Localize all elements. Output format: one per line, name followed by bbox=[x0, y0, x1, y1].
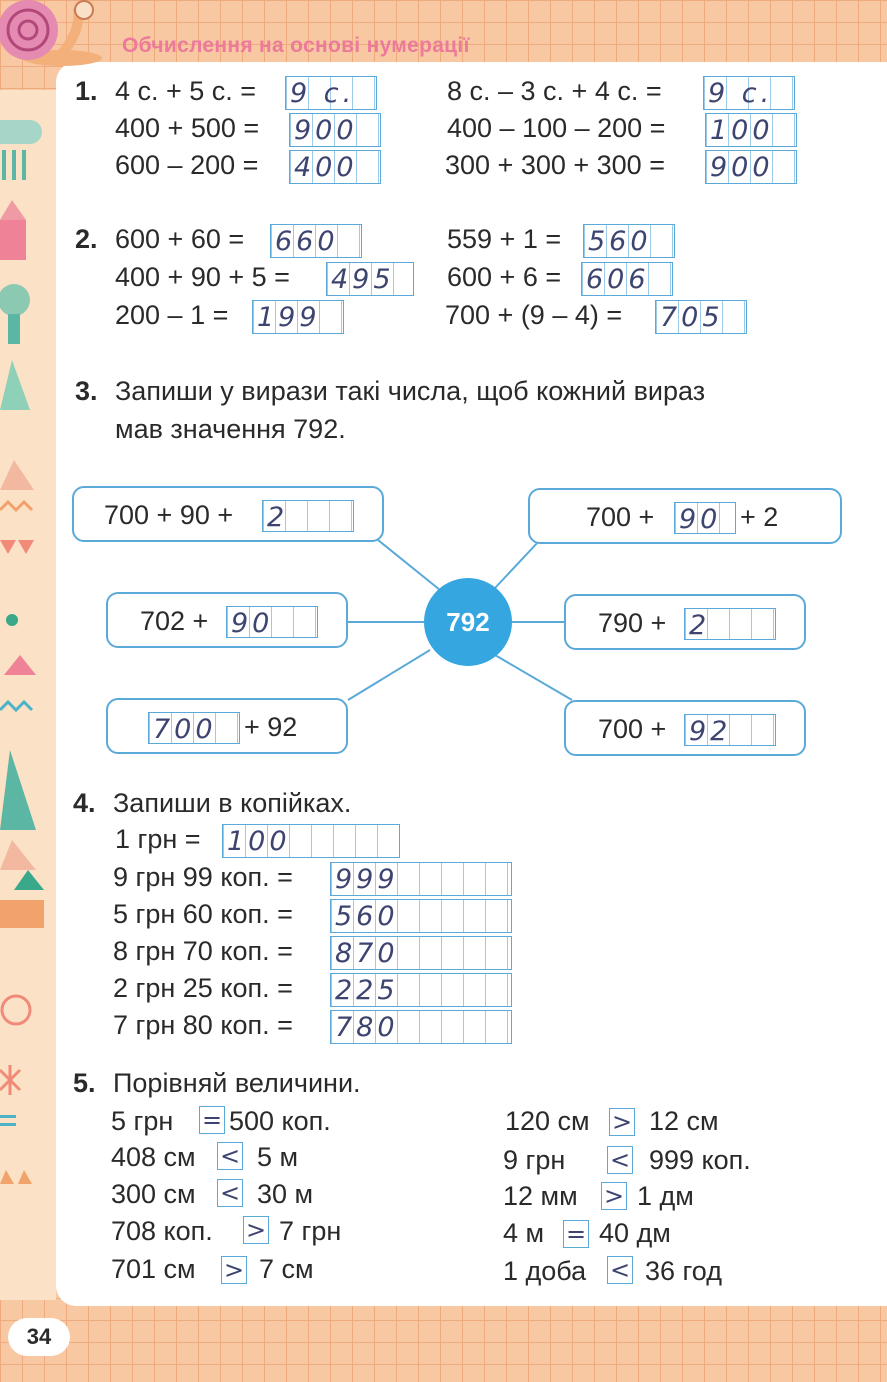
expression-answer-box[interactable]: 90 bbox=[674, 502, 736, 534]
ex4-answer-box[interactable]: 780 bbox=[330, 1010, 512, 1044]
expression-card bbox=[106, 592, 348, 648]
ex4-expr: 9 грн 99 коп. = bbox=[113, 862, 293, 892]
compare-right-value: 500 коп. bbox=[229, 1106, 331, 1136]
ex5-instruction: Порівняй величини. bbox=[113, 1068, 361, 1098]
ex3-instruction-line1: Запиши у вирази такі числа, щоб кожний вираз bbox=[115, 376, 706, 406]
compare-sign-box[interactable]: > bbox=[243, 1216, 269, 1244]
expression-card bbox=[72, 486, 384, 542]
exercise-3-number: 3. bbox=[75, 376, 98, 406]
ex1-answer-box[interactable]: 9 с. bbox=[285, 76, 377, 110]
ex4-answer-box[interactable]: 999 bbox=[330, 862, 512, 896]
ex4-expr: 1 грн = bbox=[115, 824, 201, 854]
compare-sign-box[interactable]: < bbox=[217, 1179, 243, 1207]
ex2-answer-box[interactable]: 705 bbox=[655, 300, 747, 334]
compare-left-value: 300 см bbox=[111, 1179, 196, 1209]
expression-answer-box[interactable]: 2 bbox=[262, 500, 354, 532]
expression-card bbox=[106, 698, 348, 754]
expression-suffix: + 92 bbox=[244, 712, 298, 742]
ex2-answer-box[interactable]: 560 bbox=[583, 224, 675, 258]
ex1-answer-box[interactable]: 900 bbox=[289, 113, 381, 147]
ex2-expr: 559 + 1 = bbox=[447, 224, 562, 254]
compare-left-value: 701 см bbox=[111, 1254, 196, 1284]
expression-answer-box[interactable]: 2 bbox=[684, 608, 776, 640]
expression-prefix: 702 + bbox=[140, 606, 209, 636]
exercise-4-number: 4. bbox=[73, 788, 96, 818]
ex2-expr: 600 + 6 = bbox=[447, 262, 562, 292]
compare-left-value: 9 грн bbox=[503, 1145, 566, 1175]
expression-card bbox=[564, 700, 806, 756]
compare-left-value: 120 см bbox=[505, 1106, 590, 1136]
ex2-answer-box[interactable]: 606 bbox=[581, 262, 673, 296]
compare-right-value: 40 дм bbox=[599, 1218, 671, 1248]
compare-right-value: 5 м bbox=[257, 1142, 299, 1172]
ex4-expr: 7 грн 80 коп. = bbox=[113, 1010, 293, 1040]
compare-left-value: 408 см bbox=[111, 1142, 196, 1172]
compare-right-value: 1 дм bbox=[637, 1181, 694, 1211]
compare-left-value: 4 м bbox=[503, 1218, 545, 1248]
ex4-answer-box[interactable]: 100 bbox=[222, 824, 400, 858]
compare-sign-box[interactable]: = bbox=[563, 1220, 589, 1248]
expression-suffix: + 2 bbox=[740, 502, 779, 532]
expression-card bbox=[564, 594, 806, 650]
ex4-expr: 8 грн 70 коп. = bbox=[113, 936, 293, 966]
compare-sign-box[interactable]: = bbox=[199, 1106, 225, 1134]
ex1-expr: 600 – 200 = bbox=[115, 150, 259, 180]
ex4-expr: 2 грн 25 коп. = bbox=[113, 973, 293, 1003]
ex1-answer-box[interactable]: 400 bbox=[289, 150, 381, 184]
expression-answer-box[interactable]: 90 bbox=[226, 606, 318, 638]
compare-sign-box[interactable]: < bbox=[217, 1142, 243, 1170]
ex4-instruction: Запиши в копійках. bbox=[113, 788, 352, 818]
compare-right-value: 36 год bbox=[645, 1256, 722, 1286]
compare-right-value: 30 м bbox=[257, 1179, 314, 1209]
compare-right-value: 12 см bbox=[649, 1106, 719, 1136]
ex4-answer-box[interactable]: 870 bbox=[330, 936, 512, 970]
exercise-5-number: 5. bbox=[73, 1068, 96, 1098]
ex1-expr: 4 с. + 5 с. = bbox=[115, 76, 257, 106]
ex1-expr: 300 + 300 + 300 = bbox=[445, 150, 665, 180]
ex1-expr: 400 – 100 – 200 = bbox=[447, 113, 666, 143]
expression-prefix: 700 + bbox=[586, 502, 655, 532]
ex2-answer-box[interactable]: 199 bbox=[252, 300, 344, 334]
compare-left-value: 1 доба bbox=[503, 1256, 587, 1286]
ex1-answer-box[interactable]: 100 bbox=[705, 113, 797, 147]
compare-left-value: 12 мм bbox=[503, 1181, 578, 1211]
compare-sign-box[interactable]: < bbox=[607, 1146, 633, 1174]
ex2-expr: 700 + (9 – 4) = bbox=[445, 300, 623, 330]
compare-right-value: 999 коп. bbox=[649, 1145, 751, 1175]
ex2-answer-box[interactable]: 495 bbox=[326, 262, 414, 296]
compare-left-value: 5 грн bbox=[111, 1106, 174, 1136]
ex2-expr: 600 + 60 = bbox=[115, 224, 245, 254]
ex2-expr: 400 + 90 + 5 = bbox=[115, 262, 290, 292]
expression-prefix: 700 + bbox=[598, 714, 667, 744]
exercise-1-number: 1. bbox=[75, 76, 98, 106]
page-number: 34 bbox=[8, 1318, 70, 1356]
compare-sign-box[interactable]: > bbox=[601, 1182, 627, 1210]
page-title: Обчислення на основі нумерації bbox=[122, 34, 470, 57]
compare-sign-box[interactable]: < bbox=[607, 1256, 633, 1284]
compare-right-value: 7 см bbox=[259, 1254, 314, 1284]
compare-sign-box[interactable]: > bbox=[609, 1108, 635, 1136]
ex2-expr: 200 – 1 = bbox=[115, 300, 229, 330]
ex4-answer-box[interactable]: 225 bbox=[330, 973, 512, 1007]
ex1-expr: 400 + 500 = bbox=[115, 113, 260, 143]
target-value-circle: 792 bbox=[424, 578, 512, 666]
compare-left-value: 708 коп. bbox=[111, 1216, 213, 1246]
compare-right-value: 7 грн bbox=[279, 1216, 342, 1246]
ex1-expr: 8 с. – 3 с. + 4 с. = bbox=[447, 76, 662, 106]
expression-prefix: 700 + 90 + bbox=[104, 500, 234, 530]
ex2-answer-box[interactable]: 660 bbox=[270, 224, 362, 258]
expression-answer-box[interactable]: 700 bbox=[148, 712, 240, 744]
expression-answer-box[interactable]: 92 bbox=[684, 714, 776, 746]
exercise-2-number: 2. bbox=[75, 224, 98, 254]
ex1-answer-box[interactable]: 900 bbox=[705, 150, 797, 184]
ex3-instruction-line2: мав значення 792. bbox=[115, 414, 346, 444]
compare-sign-box[interactable]: > bbox=[221, 1256, 247, 1284]
ex1-answer-box[interactable]: 9 с. bbox=[703, 76, 795, 110]
expression-prefix: 790 + bbox=[598, 608, 667, 638]
ex4-expr: 5 грн 60 коп. = bbox=[113, 899, 293, 929]
expression-card bbox=[528, 488, 842, 544]
ex4-answer-box[interactable]: 560 bbox=[330, 899, 512, 933]
